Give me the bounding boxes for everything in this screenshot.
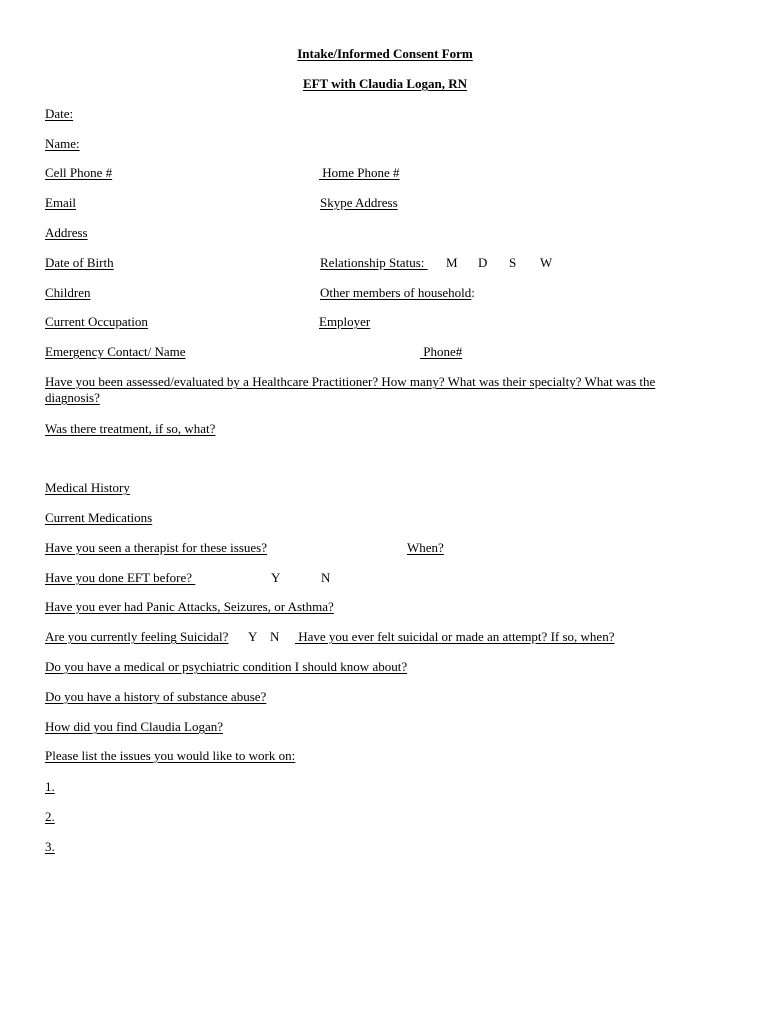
suicidal-option-y: Y: [248, 629, 258, 644]
substance-question: Do you have a history of substance abuse?: [45, 689, 267, 704]
panic-question: Have you ever had Panic Attacks, Seizures, or Asthma?: [45, 599, 334, 614]
relationship-status-label: Relationship Status:: [320, 255, 428, 270]
medical-history-label: Medical History: [45, 480, 130, 495]
suicidal-question: Are you currently feeling Suicidal?: [45, 629, 229, 644]
form-title: [0, 46, 770, 62]
address-label: Address: [45, 225, 88, 240]
therapist-when-label: When?: [407, 540, 444, 555]
name-label: Name:: [45, 136, 80, 151]
email-label: Email: [45, 195, 77, 210]
treatment-question: Was there treatment, if so, what?: [45, 421, 216, 436]
emergency-phone-label: Phone#: [420, 344, 463, 359]
relationship-option-s: S: [509, 255, 517, 270]
issue-item-2: 2.: [45, 809, 55, 824]
medications-label: Current Medications: [45, 510, 153, 525]
form-subtitle: [0, 76, 770, 92]
relationship-option-w: W: [540, 255, 553, 270]
household-label-text: Other members of household: [320, 285, 472, 300]
assessed-question: Have you been assessed/evaluated by a Healthcare Practitioner? How many? What was their specialty? What was the diagnosis?: [45, 374, 656, 405]
therapist-question: Have you seen a therapist for these issues?: [45, 540, 268, 555]
suicidal-attempt-question: Have you ever felt suicidal or made an attempt? If so, when?: [295, 629, 615, 644]
children-label: Children: [45, 285, 91, 300]
eft-before-question: Have you done EFT before?: [45, 570, 196, 585]
relationship-option-d: D: [478, 255, 488, 270]
relationship-option-m: M: [446, 255, 458, 270]
issue-item-3: 3.: [45, 839, 55, 854]
form-title-text: Intake/Informed Consent Form: [297, 46, 473, 61]
eft-option-n: N: [321, 570, 331, 585]
issue-item-1: 1.: [45, 779, 55, 794]
cell-phone-label: Cell Phone #: [45, 165, 113, 180]
condition-question: Do you have a medical or psychiatric condition I should know about?: [45, 659, 408, 674]
household-label: [320, 285, 475, 301]
suicidal-option-n: N: [270, 629, 280, 644]
form-subtitle-text: EFT with Claudia Logan, RN: [302, 76, 468, 91]
eft-option-y: Y: [271, 570, 281, 585]
issues-prompt: Please list the issues you would like to work on:: [45, 748, 296, 763]
dob-label: Date of Birth: [45, 255, 114, 270]
find-question: How did you find Claudia Logan?: [45, 719, 223, 734]
household-label-colon: :: [471, 285, 475, 300]
date-label: Date:: [45, 106, 74, 121]
occupation-label: Current Occupation: [45, 314, 148, 329]
employer-label: Employer: [319, 314, 371, 329]
home-phone-label: Home Phone #: [319, 165, 400, 180]
skype-label: Skype Address: [320, 195, 398, 210]
emergency-contact-label: Emergency Contact/ Name: [45, 344, 186, 359]
